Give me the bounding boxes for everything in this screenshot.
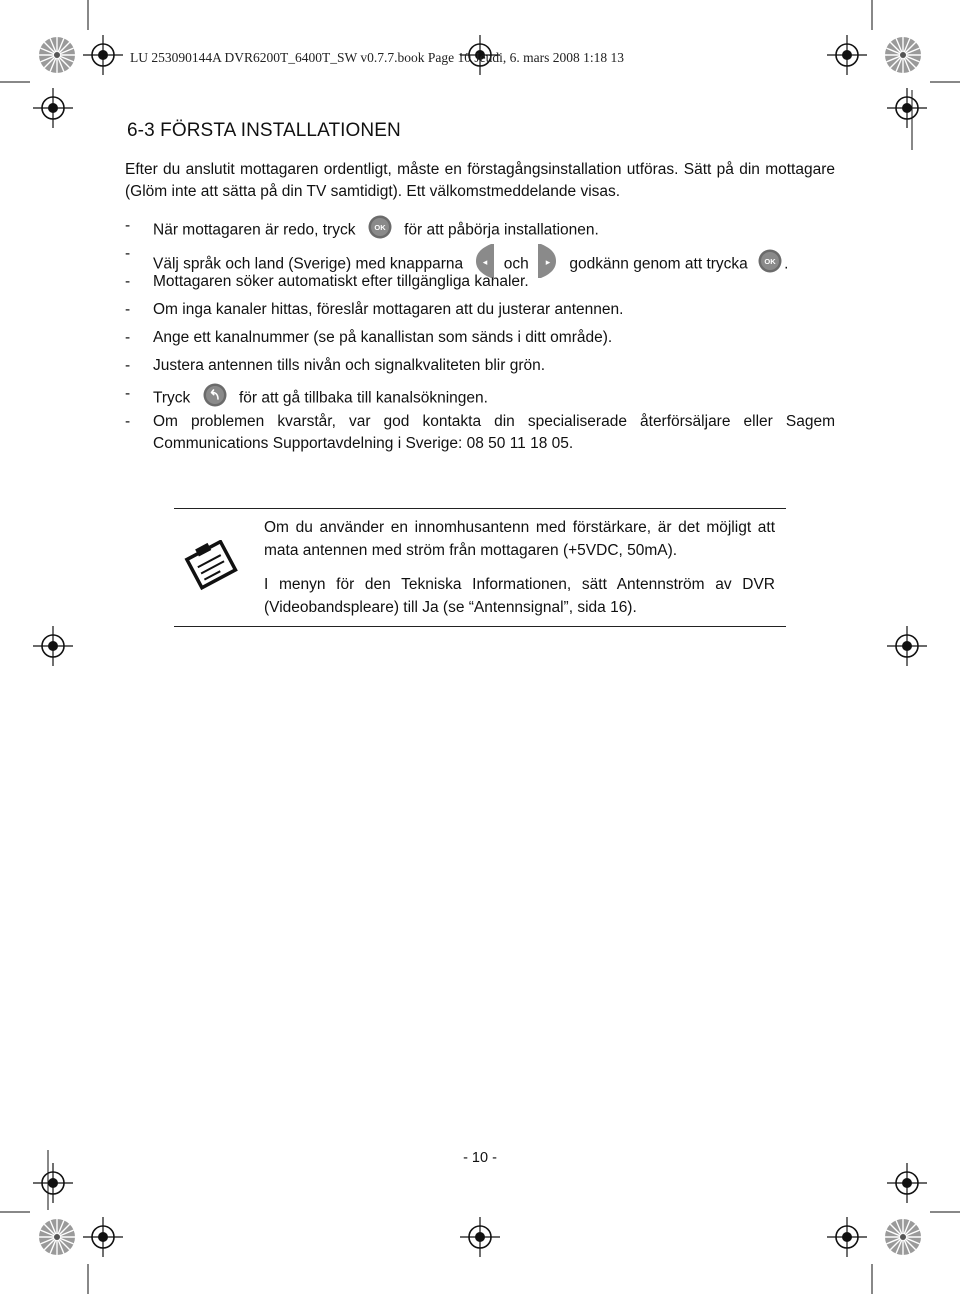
svg-text:OK: OK [764,257,776,266]
list-item: - Justera antennen tills nivån och signalkvaliteten blir grön. [125,357,546,374]
list-item: - Mottagaren söker automatiskt efter tillgängliga kanaler. [125,273,529,290]
note-box [264,516,775,630]
list-item: - Tryck för att gå tillbaka till kanalsökningen. [125,383,835,411]
list-item: - När mottagaren är redo, tryck OK för att påbörja installationen. [125,215,835,243]
list-item: - Välj språk och land (Sverige) med knapparna ◂ och ▸ godkänn genom att trycka OK . [125,243,835,271]
ok-button-icon [368,215,392,246]
note-icon [183,540,243,597]
list-item: - Ange ett kanalnummer (se på kanallistan som sänds i ditt område). [125,329,613,346]
intro-paragraph: Efter du anslutit mottagaren ordentligt, måste en förstagångsinstallation utföras. Sätt på din mottagare (Glöm inte att sätta på din TV samtidigt). Ett välkomstmeddelande visas. [125,161,835,200]
note-bottom-rule [174,626,786,627]
svg-text:▸: ▸ [545,258,551,268]
note-paragraph: I menyn för den Tekniska Informationen, sätt Antennström av DVR (Videobandspleare) till Ja (se “Antennsignal”, sida 16). [264,576,775,616]
list-item: - Om inga kanaler hittas, föreslår mottagaren att du justerar antennen. [125,301,624,318]
back-button-icon [203,383,227,414]
svg-text:◂: ◂ [483,258,488,268]
svg-text:OK: OK [374,223,386,232]
page-number: - 10 - [463,1150,497,1166]
note-paragraph: Om du använder en innomhusantenn med förstärkare, är det möjligt att mata antennen med ström från mottagaren (+5VDC, 50mA). [264,519,775,559]
section-title: 6-3 FÖRSTA INSTALLATIONEN [127,120,401,141]
list-item: - Om problemen kvarstår, var god kontakta din specialiserade återförsäljare eller Sagem Communications Supportavdelning i Sverige: 08 50 11 18 05. [125,413,835,452]
note-top-rule [174,508,786,509]
steps-list [125,215,835,455]
book-header: LU 253090144A DVR6200T_6400T_SW v0.7.7.book Page 10 Jeudi, 6. mars 2008 1:18 13 [130,50,624,65]
